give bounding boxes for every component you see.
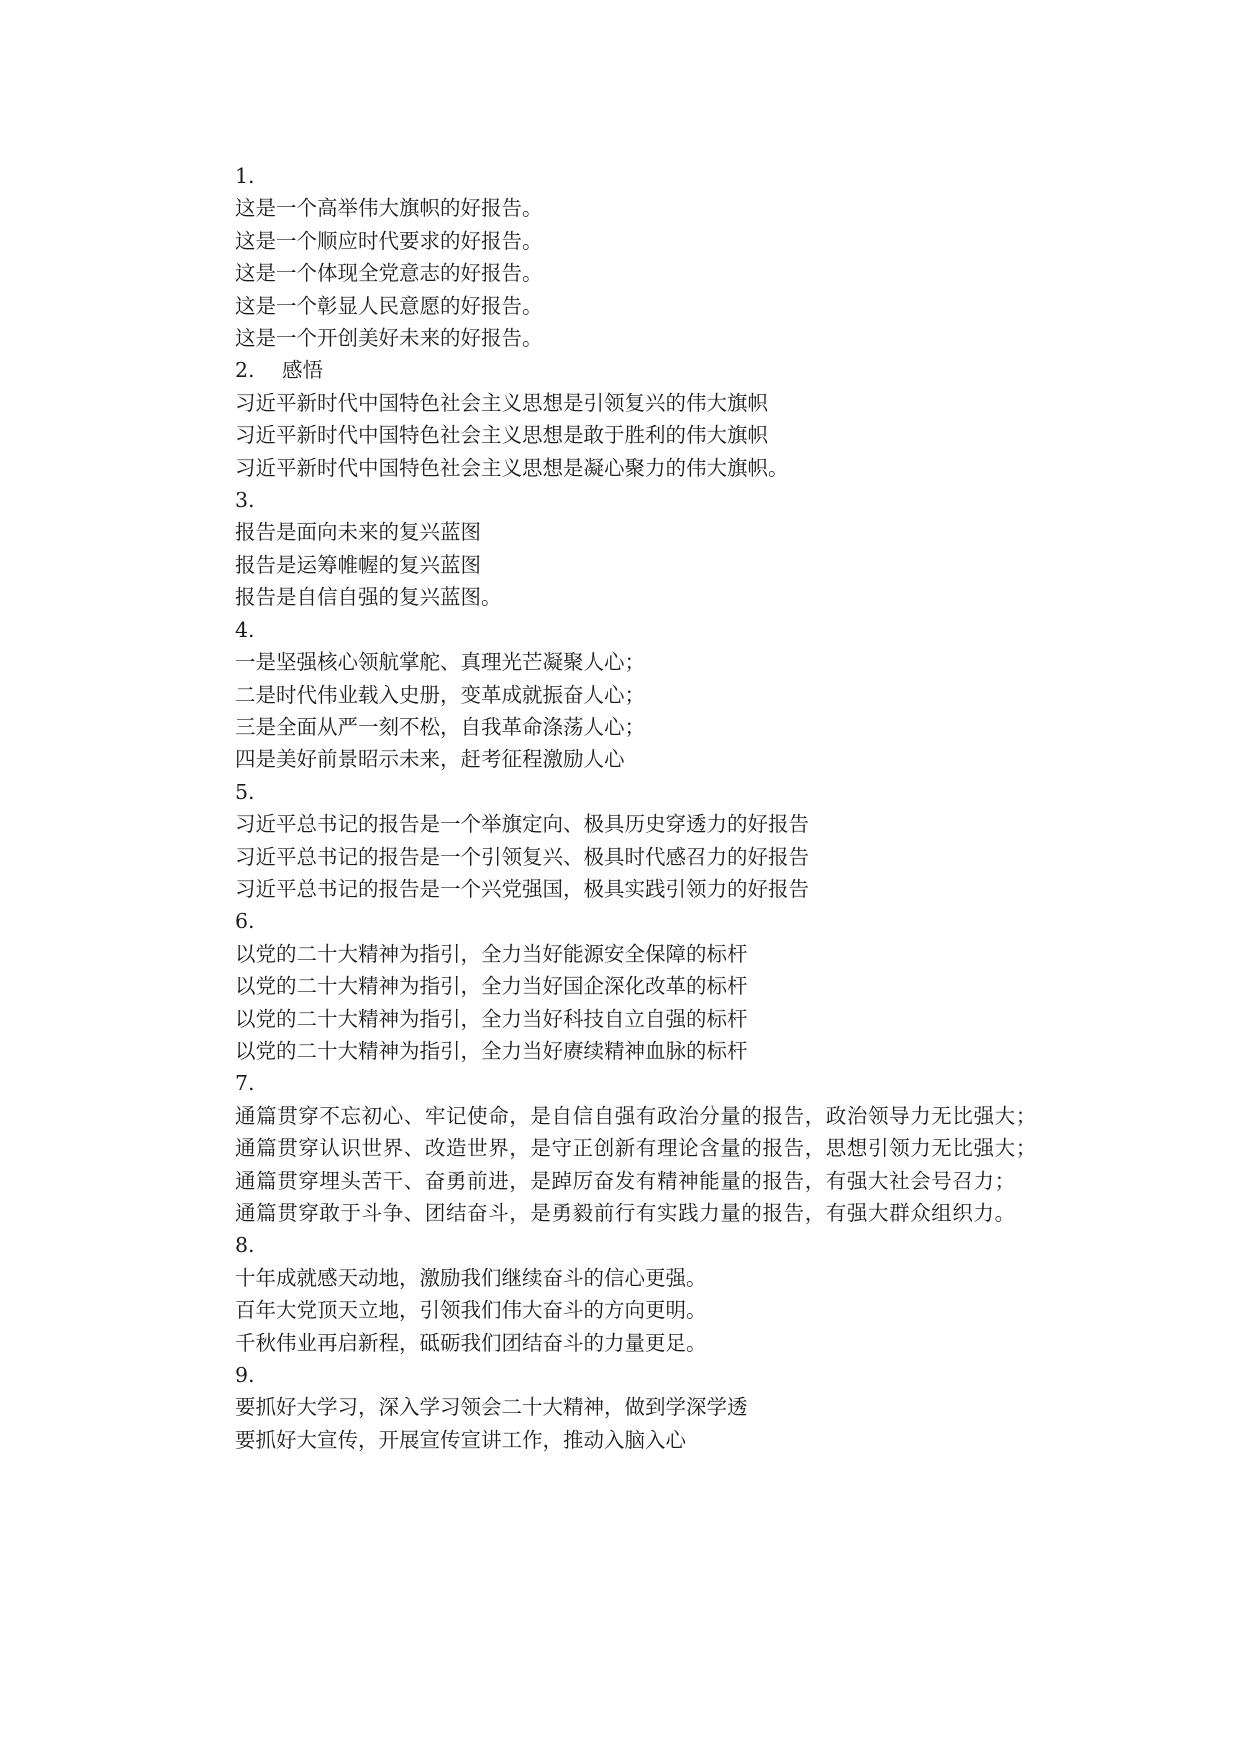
- section-5-number: 5.: [235, 779, 255, 804]
- section-4-line-3: 三是全面从严一刻不松，自我革命涤荡人心；: [235, 714, 645, 739]
- section-7-number: 7.: [235, 1071, 255, 1096]
- section-7-paragraph-1: 通篇贯穿不忘初心、牢记使命，是自信自强有政治分量的报告，政治领导力无比强大；: [235, 1103, 1037, 1128]
- section-1-line-2: 这是一个顺应时代要求的好报告。: [235, 228, 543, 253]
- document-body: [190, 160, 1050, 1456]
- section-4-line-1: 一是坚强核心领航掌舵、真理光芒凝聚人心；: [235, 650, 645, 675]
- section-4-line-4: 四是美好前景昭示未来，赶考征程激励人心: [235, 747, 625, 772]
- section-5-line-1: 习近平总书记的报告是一个举旗定向、极具历史穿透力的好报告: [235, 812, 809, 837]
- section-8-line-3: 千秋伟业再启新程，砥砺我们团结奋斗的力量更足。: [235, 1330, 707, 1355]
- section-5-line-3: 习近平总书记的报告是一个兴党强国，极具实践引领力的好报告: [235, 876, 809, 901]
- section-3-line-1: 报告是面向未来的复兴蓝图: [235, 520, 481, 545]
- section-7-paragraph-2: 通篇贯穿认识世界、改造世界，是守正创新有理论含量的报告，思想引领力无比强大；: [235, 1136, 1037, 1161]
- section-1-line-3: 这是一个体现全党意志的好报告。: [235, 261, 543, 286]
- section-9-number: 9.: [235, 1363, 255, 1388]
- section-9-line-2: 要抓好大宣传，开展宣传宣讲工作，推动入脑入心: [235, 1427, 686, 1452]
- section-2-heading: [190, 354, 1050, 386]
- section-6-line-1: 以党的二十大精神为指引，全力当好能源安全保障的标杆: [235, 941, 748, 966]
- section-8-line-1: 十年成就感天动地，激励我们继续奋斗的信心更强。: [235, 1265, 707, 1290]
- section-7-paragraph-3: 通篇贯穿埋头苦干、奋勇前进，是踔厉奋发有精神能量的报告，有强大社会号召力；: [235, 1168, 1016, 1193]
- section-3-line-2: 报告是运筹帷幄的复兴蓝图: [235, 552, 481, 577]
- section-7-paragraph-4: 通篇贯穿敢于斗争、团结奋斗，是勇毅前行有实践力量的报告，有强大群众组织力。: [235, 1201, 1016, 1225]
- section-6-line-2: 以党的二十大精神为指引，全力当好国企深化改革的标杆: [235, 974, 748, 999]
- section-2-line-1: 习近平新时代中国特色社会主义思想是引领复兴的伟大旗帜: [235, 390, 768, 415]
- section-8-line-2: 百年大党顶天立地，引领我们伟大奋斗的方向更明。: [235, 1298, 707, 1323]
- section-6-line-4: 以党的二十大精神为指引，全力当好赓续精神血脉的标杆: [235, 1038, 748, 1063]
- section-5-line-2: 习近平总书记的报告是一个引领复兴、极具时代感召力的好报告: [235, 844, 809, 869]
- section-2-number: 2.: [235, 358, 255, 383]
- section-4-number: 4.: [235, 617, 255, 642]
- section-4-line-2: 二是时代伟业载入史册，变革成就振奋人心；: [235, 682, 645, 707]
- section-1-line-1: 这是一个高举伟大旗帜的好报告。: [235, 196, 543, 221]
- section-2-title: 感悟: [282, 358, 323, 383]
- section-6-number: 6.: [235, 909, 255, 934]
- section-9-line-1: 要抓好大学习，深入学习领会二十大精神，做到学深学透: [235, 1395, 748, 1420]
- section-8-number: 8.: [235, 1233, 255, 1258]
- section-1-number: 1.: [235, 164, 255, 188]
- section-2-line-2: 习近平新时代中国特色社会主义思想是敢于胜利的伟大旗帜: [235, 423, 768, 448]
- section-6-line-3: 以党的二十大精神为指引，全力当好科技自立自强的标杆: [235, 1006, 748, 1031]
- section-3-number: 3.: [235, 488, 255, 513]
- section-2-line-3: 习近平新时代中国特色社会主义思想是凝心聚力的伟大旗帜。: [235, 455, 789, 480]
- section-1-line-4: 这是一个彰显人民意愿的好报告。: [235, 293, 543, 318]
- section-3-line-3: 报告是自信自强的复兴蓝图。: [235, 585, 502, 610]
- section-1-line-5: 这是一个开创美好未来的好报告。: [235, 326, 543, 351]
